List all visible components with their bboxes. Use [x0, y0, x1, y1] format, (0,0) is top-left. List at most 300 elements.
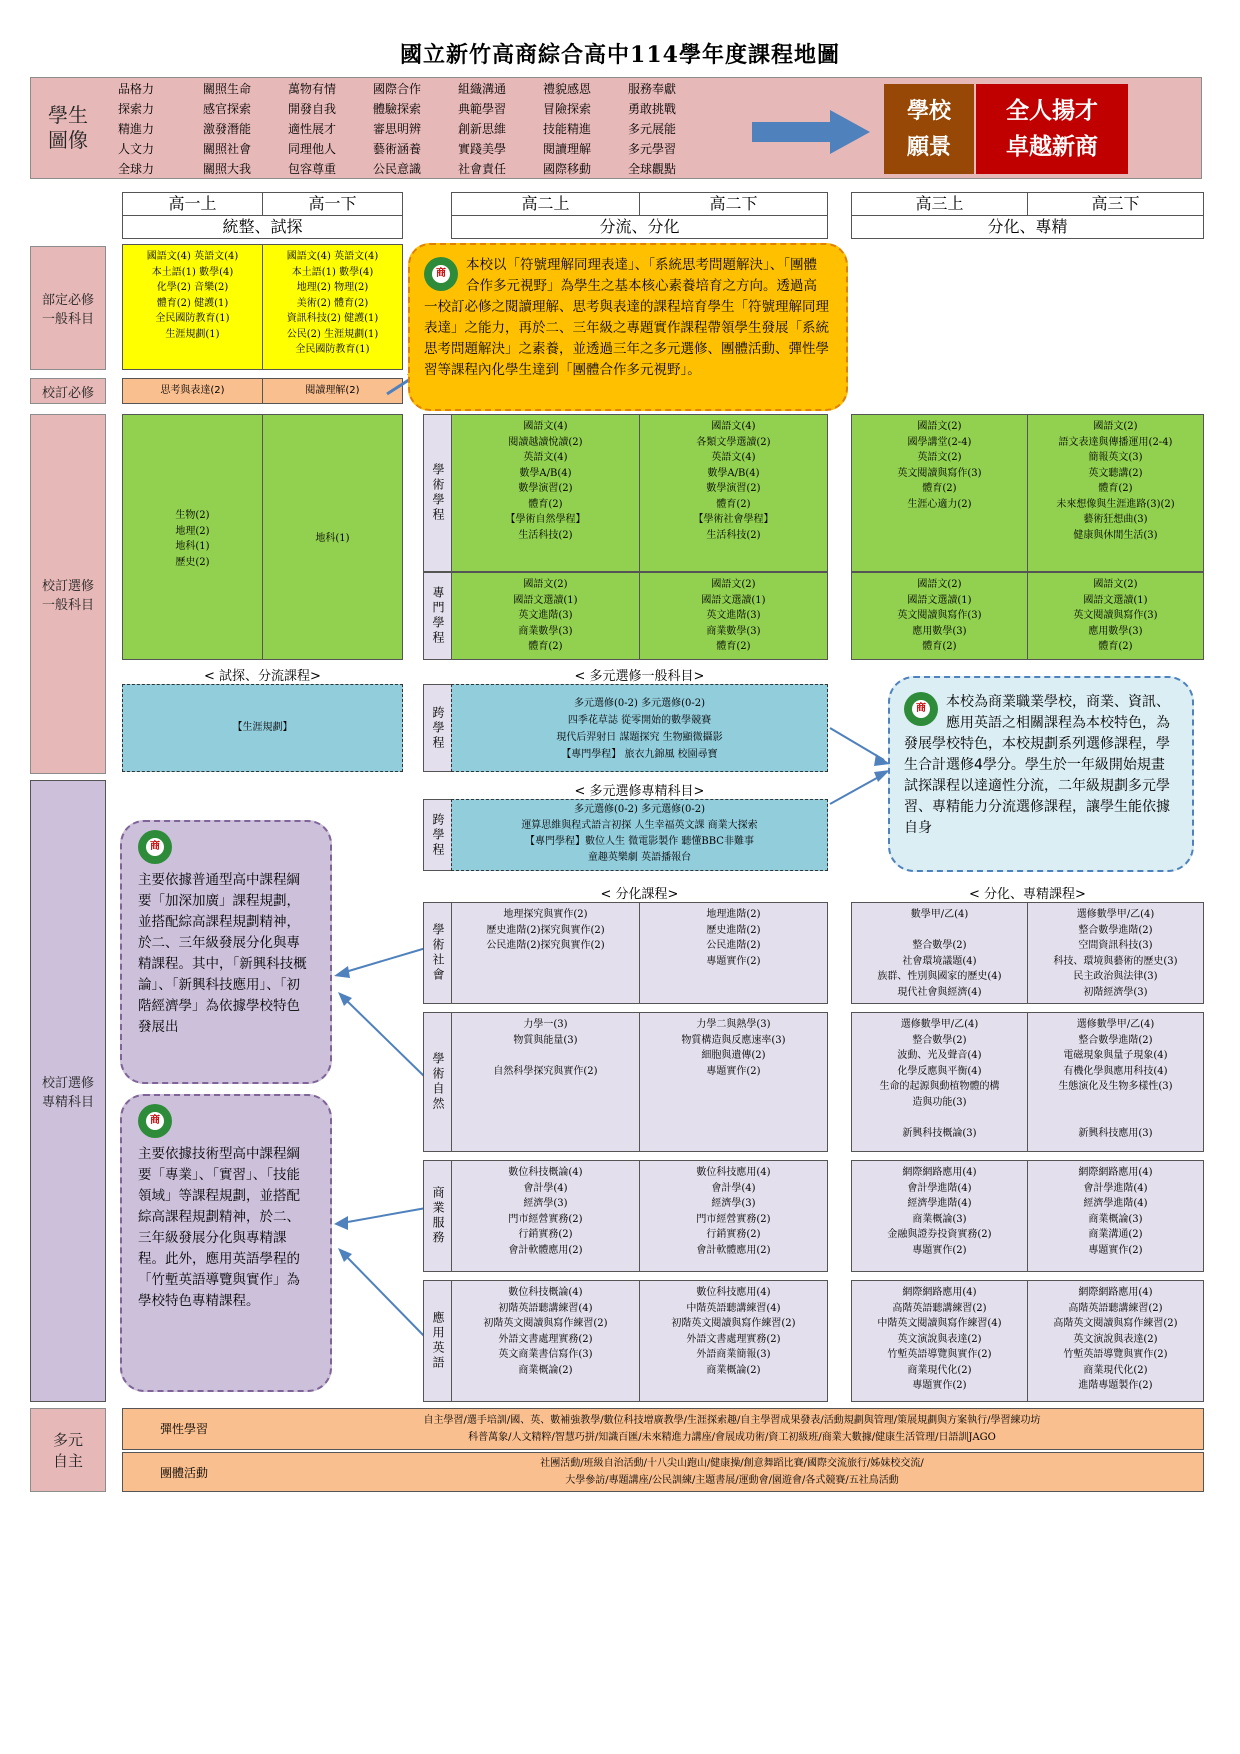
course-item: 數位科技概論(4) [508, 1167, 583, 1178]
course-item: 各類文學選讀(2) [696, 436, 771, 448]
course-item: 會計學(4) [711, 1182, 756, 1194]
course-item: 高階英語聽講練習(2) [892, 1302, 987, 1314]
course-item: 生態演化及生物多樣性(3) [1058, 1081, 1173, 1092]
course-item: 體育(2) [716, 641, 751, 652]
course-item: 空間資訊科技(3) [1078, 940, 1153, 951]
side-elective-text: 校訂選修一般科目 [41, 579, 94, 613]
course-item: 英文閱讀與寫作(3) [897, 467, 982, 479]
student-quality: 公民意識 [373, 162, 422, 176]
student-quality: 組織溝通 [458, 82, 507, 96]
course-item: 體育(2) [922, 641, 957, 652]
science-label-text: 學術自然 [431, 1052, 445, 1112]
cross-program-label-2-text: 跨學程 [431, 812, 445, 858]
course-item: 國語文(2) [1093, 579, 1138, 590]
course-item: 數學A/B(4) [519, 467, 572, 479]
callout-general-track-text: 主要依據普通型高中課程綱要「加深加廣」課程規劃，並搭配綜高課程規劃精神，於二、三年級發展分化與專精課程。其中，「新興科技概論」、「新興科技應用」、「初階經濟學」為依據學校特色發展出 [138, 872, 307, 1035]
student-quality: 審思明辨 [373, 122, 422, 136]
course-item: 體育(2) 健護(1) [156, 297, 229, 309]
course-item: 初階經濟學(3) [1083, 986, 1148, 998]
course-item: 地理(2) 物理(2) [296, 282, 369, 293]
social-g2b [639, 902, 828, 1004]
diverse-course-line: 【專門學程】數位人生 微電影製作 聽懂BBC非難事 [525, 836, 754, 847]
social-g2a [451, 902, 640, 1004]
course-item: 地科(1) [315, 533, 350, 545]
course-item: 英文演說與表達(2) [897, 1333, 982, 1345]
course-item: 國語文(2) [711, 579, 756, 590]
english-g3b [1027, 1280, 1204, 1402]
spec-caption-left: < 分化課程> [600, 887, 679, 902]
course-item: 地科(1) [175, 541, 210, 552]
course-item: 經濟學(3) [523, 1198, 568, 1209]
course-item: 本土語(1) 數學(4) [291, 266, 374, 278]
side-school-required-text: 校訂必修 [41, 385, 94, 401]
course-item: 行銷實務(2) [706, 1229, 761, 1240]
student-quality: 全球觀點 [628, 162, 677, 176]
course-item: 英文閱讀與寫作(3) [897, 610, 982, 621]
science-g2a [451, 1012, 640, 1152]
course-item: 選修數學甲/乙(4) [1076, 1019, 1155, 1030]
course-item [852, 1110, 1027, 1126]
flex-learning-label: 彈性學習 [160, 1422, 209, 1436]
student-quality: 閱讀理解 [543, 142, 592, 156]
student-quality: 勇敢挑戰 [628, 102, 677, 116]
social-label [423, 902, 452, 1004]
course-item: 整合數學進階(2) [1078, 924, 1153, 936]
course-item: 竹塹英語導覽與實作(2) [887, 1349, 992, 1360]
course-item: 進階專題製作(2) [1078, 1380, 1153, 1391]
course-item: 商業概論(3) [912, 1213, 967, 1225]
course-item: 網際網路應用(4) [902, 1167, 977, 1178]
school-required-g1a [122, 378, 263, 404]
student-quality: 多元學習 [628, 142, 677, 156]
student-quality: 包容尊重 [288, 162, 337, 176]
academic-program-label [423, 414, 452, 572]
course-item: 初階英語聽講練習(4) [498, 1302, 593, 1314]
student-quality: 體驗探索 [373, 102, 422, 116]
business-label-text: 商業服務 [431, 1186, 445, 1246]
group-activity-line: 社團活動/班級自治活動/十八尖山跑山/健康操/創意舞蹈比賽/國際交流旅行/姊妹校交流/ [540, 1458, 924, 1469]
course-item: 網際網路應用(4) [1078, 1167, 1153, 1178]
school-logo-icon: 商 [138, 1104, 172, 1138]
student-quality: 服務奉獻 [628, 82, 677, 96]
required-g1b [262, 244, 403, 370]
side-school-required [30, 378, 106, 404]
student-quality: 關照大我 [203, 162, 252, 176]
course-item: 外語商業簡報(3) [696, 1349, 771, 1360]
callout-technical-track-text: 主要依據技術型高中課程綱要「專業」、「實習」、「技能領域」等課程規劃，並搭配綜高課程規劃精神，於二、三年級發展分化與專精課程。此外，應用英語學程的「竹塹英語導覽與實作」為學校特色專精課程。 [138, 1146, 300, 1309]
course-item: 整合數學(2) [912, 940, 967, 951]
professional-g3a [851, 572, 1028, 660]
page-title: 國立新竹高商綜合高中114學年度課程地圖 [400, 42, 840, 68]
course-item: 地理進階(2) [706, 909, 761, 920]
student-quality: 社會責任 [458, 162, 507, 176]
student-quality: 創新思維 [458, 122, 507, 136]
course-item: 國語文(4) 英語文(4) [146, 251, 239, 262]
course-item: 語文表達與傳播運用(2-4) [1058, 436, 1173, 448]
course-item: 生命的起源與動植物體的構 [879, 1081, 1000, 1092]
course-item: 藝術狂想曲(3) [1083, 514, 1148, 525]
course-item: 力學一(3) [523, 1019, 568, 1030]
spec-caption-right: < 分化、專精課程> [969, 887, 1086, 902]
course-item: 商業數學(3) [706, 625, 761, 637]
student-quality: 多元展能 [628, 122, 677, 136]
vision-label [884, 84, 974, 174]
course-item [852, 923, 1027, 939]
student-quality: 人文力 [118, 142, 155, 156]
course-item: 數學演習(2) [706, 483, 761, 494]
course-item: 中階英文閱讀與寫作練習(4) [877, 1318, 1002, 1329]
course-item: 體育(2) [528, 641, 563, 652]
science-g3a [851, 1012, 1028, 1152]
course-item: 國學講堂(2-4) [907, 436, 972, 448]
student-quality: 全球力 [118, 162, 155, 176]
grade-g1a: 高一上 [122, 192, 263, 216]
course-item: 商業概論(2) [518, 1364, 573, 1376]
diverse-course-line: 現代后羿射日 謀題探究 生物顯微攝影 [556, 732, 723, 743]
course-item: 英語文(4) [523, 452, 568, 463]
course-item: 外語文書處理實務(2) [686, 1333, 781, 1345]
course-item: 生物(2) [175, 510, 210, 521]
diverse-pro-caption: < 多元選修專精科目> [574, 784, 705, 799]
arrow-right-icon [752, 110, 872, 154]
phase-3: 分化、專精 [851, 215, 1204, 239]
english-label-text: 應用英語 [431, 1311, 445, 1371]
course-item: 商業現代化(2) [907, 1364, 972, 1376]
callout-school-feature [888, 676, 1194, 872]
course-item: 現代社會與經濟(4) [897, 986, 982, 998]
side-specialized [30, 780, 106, 1402]
course-item: 英文閱讀與寫作(3) [1073, 610, 1158, 621]
course-item: 資訊科技(2) 健護(1) [286, 313, 379, 324]
course-item: 高階英文閱讀與寫作練習(2) [1053, 1318, 1178, 1329]
student-quality: 實踐美學 [458, 142, 507, 156]
flex-learning-line: 自主學習/選手培訓/國、英、數補強教學/數位科技增廣教學/生涯探索趣/自主學習成果發表/活動規劃與管理/策展規劃與方案執行/學習練功坊 [423, 1415, 1041, 1426]
course-item: 選修數學甲/乙(4) [1076, 909, 1155, 920]
course-item: 專題實作(2) [706, 955, 761, 967]
course-item: 國語文(2) [917, 579, 962, 590]
course-item: 生活科技(2) [518, 529, 573, 541]
course-item: 國語文(4) [711, 421, 756, 432]
course-item: 會計學進階(4) [1083, 1182, 1148, 1194]
course-item: 專題實作(2) [1088, 1244, 1143, 1256]
course-item: 整合數學進階(2) [1078, 1034, 1153, 1046]
business-g3b [1027, 1160, 1204, 1272]
course-item: 體育(2) [716, 498, 751, 510]
course-item: 國語文選讀(1) [701, 594, 766, 606]
phase-1: 統整、試探 [122, 215, 403, 239]
course-item: 波動、光及聲音(4) [897, 1050, 982, 1061]
student-quality: 冒險探索 [543, 102, 592, 116]
elective-g1a-list [175, 508, 209, 570]
course-item: 網際網路應用(4) [902, 1287, 977, 1298]
course-item: 民主政治與法律(3) [1073, 971, 1158, 982]
academic-program-label-text: 學術學程 [431, 463, 445, 523]
callout-general-track [120, 820, 332, 1084]
student-quality: 同理他人 [288, 142, 337, 156]
professional-program-label [423, 572, 452, 660]
business-g2a [451, 1160, 640, 1272]
diverse-general-box [451, 684, 828, 772]
course-item: 數學A/B(4) [707, 467, 760, 479]
student-qualities-grid [118, 80, 738, 177]
group-activity-label: 團體活動 [160, 1466, 209, 1480]
course-item: 社會環境議題(4) [902, 955, 977, 967]
course-item: 閱讀越讀悅讀(2) [508, 436, 583, 448]
diverse-course-line: 四季花草誌 從零開始的數學競賽 [567, 715, 712, 726]
student-quality: 適性展才 [288, 122, 337, 136]
course-item: 國語文(2) [523, 579, 568, 590]
student-quality: 萬物有情 [288, 82, 337, 96]
student-quality: 禮貌感恩 [543, 82, 592, 96]
course-item: 簡報英文(3) [1088, 452, 1143, 463]
elective-g1a [122, 414, 263, 660]
course-item: 生活科技(2) [706, 529, 761, 541]
explore-box-text: 【生涯規劃】 [232, 722, 293, 733]
side-diverse-text: 多元自主 [52, 1431, 83, 1470]
course-item: 英語文(4) [711, 452, 756, 463]
course-item: 英文商業書信寫作(3) [498, 1349, 593, 1360]
course-item: 國語文(4) [523, 421, 568, 432]
course-item: 新興科技應用(3) [1078, 1127, 1153, 1139]
diverse-course-line: 運算思維與程式語言初探 人生幸福英文課 商業大探索 [521, 820, 758, 831]
course-item: 數位科技應用(4) [696, 1287, 771, 1298]
course-item: 自然科學探究與實作(2) [493, 1065, 598, 1077]
course-item: 健康與休閒生活(3) [1073, 529, 1158, 541]
course-item: 金融與證券投資實務(2) [887, 1229, 992, 1240]
course-item: 國語文選讀(1) [1083, 594, 1148, 606]
phase-2: 分流、分化 [451, 215, 828, 239]
science-g3b [1027, 1012, 1204, 1152]
student-quality: 技能精進 [543, 122, 592, 136]
course-item: 物質構造與反應速率(3) [681, 1034, 786, 1046]
course-item: 體育(2) [1098, 641, 1133, 652]
course-item: 歷史(2) [175, 556, 210, 568]
student-quality: 開發自我 [288, 102, 337, 116]
vision-motto [976, 84, 1128, 174]
school-logo-icon: 商 [904, 692, 938, 726]
student-quality: 藝術涵養 [373, 142, 422, 156]
course-item: 物質與能量(3) [513, 1034, 578, 1046]
course-item: 電磁現象與量子現象(4) [1063, 1050, 1168, 1061]
student-quality: 感官探索 [203, 102, 252, 116]
grade-g3a: 高三上 [851, 192, 1028, 216]
course-item: 族群、性別與國家的歷史(4) [877, 971, 1002, 982]
course-item: 數位科技應用(4) [696, 1167, 771, 1178]
course-item: 歷史進階(2) [706, 924, 761, 936]
course-item: 經濟學(3) [711, 1198, 756, 1209]
course-item: 國語文選讀(1) [907, 594, 972, 606]
grade-g1b: 高一下 [262, 192, 403, 216]
course-item: 門市經營實務(2) [696, 1213, 771, 1225]
course-item: 專題實作(2) [706, 1065, 761, 1077]
explore-box [122, 684, 403, 772]
professional-program-label-text: 專門學程 [431, 586, 445, 646]
course-item: 會計軟體應用(2) [508, 1244, 583, 1256]
academic-g2b [639, 414, 828, 572]
school-required-g1b [262, 378, 403, 404]
school-required-g1b-text: 閱讀理解(2) [305, 385, 360, 396]
course-item: 國語文(2) [1093, 421, 1138, 432]
student-image-label: 學生圖像 [48, 103, 88, 152]
callout-core-literacy [408, 243, 848, 411]
course-item: 經濟學進階(4) [1083, 1198, 1148, 1209]
course-item: 英語文(2) [917, 452, 962, 463]
flex-learning-lines [260, 1408, 1204, 1450]
student-quality: 國際移動 [543, 162, 592, 176]
business-g2b [639, 1160, 828, 1272]
course-item: 外語文書處理實務(2) [498, 1333, 593, 1345]
course-item: 本土語(1) 數學(4) [151, 266, 234, 278]
side-required-text: 部定必修一般科目 [41, 293, 94, 327]
course-item: 英文演說與表達(2) [1073, 1333, 1158, 1345]
course-item: 應用數學(3) [1088, 625, 1143, 637]
course-item: 美術(2) 體育(2) [296, 297, 369, 309]
flex-learning-line: 科普萬象/人文精粹/智慧巧拼/知識百匯/未來精進力講座/會展成功術/資工初級班/商業大數據/健康生活管理/日語訓JAGO [468, 1432, 996, 1443]
course-item: 中階英語聽講練習(4) [686, 1302, 781, 1314]
course-item: 商業概論(3) [1088, 1213, 1143, 1225]
course-item: 造與功能(3) [912, 1096, 967, 1108]
vision-motto-text: 全人揚才 卓越新商 [1006, 97, 1098, 160]
course-item: 專題實作(2) [912, 1380, 967, 1391]
student-quality: 國際合作 [373, 82, 422, 96]
course-item: 經濟學進階(4) [907, 1198, 972, 1209]
course-item: 數學演習(2) [518, 483, 573, 494]
cross-program-label-2 [423, 799, 452, 871]
connector-arrows-icon [330, 928, 430, 1348]
student-quality: 關照社會 [203, 142, 252, 156]
academic-g2a [451, 414, 640, 572]
course-item: 公民進階(2) [706, 940, 761, 951]
course-item: 國語文(4) 英語文(4) [286, 251, 379, 262]
social-g3b [1027, 902, 1204, 1004]
callout-core-literacy-text: 本校以「符號理解同理表達」、「系統思考問題解決」、「團體合作多元視野」為學生之基本核心素養培育之方向。透過高一校訂必修之閱讀理解、思考與表達的課程培育學生「符號理解同理表達」之能力，再於二、三年級之專題實作課程帶領學生發展「系統思考問題解決」之素養，並透過三年之多元選修、團體活動、彈性學習等課程內化學生達到「團體合作多元視野」。 [424, 257, 829, 378]
vision-label-text: 學校願景 [906, 98, 951, 160]
cross-program-label-text: 跨學程 [431, 705, 445, 751]
student-quality: 激發潛能 [203, 122, 252, 136]
social-g3a [851, 902, 1028, 1004]
side-specialized-text: 校訂選修專精科目 [41, 1076, 94, 1110]
required-g1a [122, 244, 263, 370]
course-item: 體育(2) [528, 498, 563, 510]
course-item: 新興科技概論(3) [902, 1127, 977, 1139]
course-item: 竹塹英語導覽與實作(2) [1063, 1349, 1168, 1360]
course-item: 英文進階(3) [706, 610, 761, 621]
diverse-course-line: 多元選修(0-2) 多元選修(0-2) [574, 804, 705, 815]
explore-caption: < 試探、分流課程> [204, 669, 321, 684]
course-item: 地理探究與實作(2) [503, 909, 588, 920]
course-item: 會計軟體應用(2) [696, 1244, 771, 1256]
course-item: 【學術社會學程】 [693, 514, 774, 525]
callout-school-feature-text: 本校為商業職業學校，商業、資訊、應用英語之相關課程為本校特色，為發展學校特色，本校規劃系列選修課程，學生合計選修4學分。學生於一年級開始規畫試探課程以達適性分流，二年級規劃多元學習、專精能力分流選修課程，讓學生能依據自身 [904, 694, 1170, 836]
course-item: 數位科技概論(4) [508, 1287, 583, 1298]
grade-g2b: 高二下 [639, 192, 828, 216]
course-item: 公民進階(2)探究與實作(2) [486, 940, 605, 951]
academic-g3b [1027, 414, 1204, 572]
english-g2b [639, 1280, 828, 1402]
course-item: 應用數學(3) [912, 625, 967, 637]
course-item: 未來想像與生涯進路(3)(2) [1056, 498, 1175, 510]
course-item: 體育(2) [922, 483, 957, 494]
course-item: 數學甲/乙(4) [910, 909, 969, 920]
course-item: 力學二與熱學(3) [696, 1019, 771, 1030]
course-item: 國語文選讀(1) [513, 594, 578, 606]
science-g2b [639, 1012, 828, 1152]
professional-g2b [639, 572, 828, 660]
course-item: 有機化學與應用科技(4) [1063, 1065, 1168, 1077]
student-quality: 典範學習 [458, 102, 507, 116]
course-item: 地理(2) [175, 525, 210, 537]
course-item: 高階英語聽講練習(2) [1068, 1302, 1163, 1314]
course-item: 英文聽講(2) [1088, 467, 1143, 479]
cross-program-label [423, 684, 452, 772]
school-logo-icon: 商 [138, 830, 172, 864]
professional-g2a [451, 572, 640, 660]
callout-technical-track [120, 1094, 332, 1392]
course-item: 商業數學(3) [518, 625, 573, 637]
elective-g1b [262, 414, 403, 660]
course-item: 體育(2) [1098, 483, 1133, 494]
course-item: 商業概論(2) [706, 1364, 761, 1376]
english-g3a [851, 1280, 1028, 1402]
course-item: 生涯心適力(2) [907, 498, 972, 510]
course-item: 科技、環境與藝術的歷史(3) [1053, 955, 1178, 967]
course-item: 化學反應與平衡(4) [897, 1065, 982, 1077]
course-item: 商業溝通(2) [1088, 1229, 1143, 1240]
arrow-left-icon [828, 724, 892, 808]
diverse-general-caption: < 多元選修一般科目> [574, 669, 705, 684]
grade-g3b: 高三下 [1027, 192, 1204, 216]
academic-g3a [851, 414, 1028, 572]
science-label [423, 1012, 452, 1152]
course-item: 會計學(4) [523, 1182, 568, 1194]
diverse-course-line: 【專門學程】 旅衣九錦風 校園尋寶 [561, 749, 718, 760]
course-item: 門市經營實務(2) [508, 1213, 583, 1225]
course-item: 整合數學(2) [912, 1034, 967, 1046]
grade-g2a: 高二上 [451, 192, 640, 216]
course-item: 生涯規劃(1) [165, 328, 220, 340]
course-item: 公民(2) 生涯規劃(1) [286, 328, 379, 340]
course-item: 行銷實務(2) [518, 1229, 573, 1240]
student-quality: 探索力 [118, 102, 155, 116]
business-label [423, 1160, 452, 1272]
course-item [1028, 1110, 1203, 1126]
course-item [452, 1048, 639, 1064]
course-item: 初階英文閱讀與寫作練習(2) [671, 1318, 796, 1329]
course-item: 細胞與遺傳(2) [701, 1050, 766, 1061]
group-activity-lines [260, 1452, 1204, 1492]
group-activity-line: 大學參訪/專題講座/公民訓練/主題書展/運動會/園遊會/各式競賽/五社鳥活動 [565, 1475, 899, 1486]
professional-g3b [1027, 572, 1204, 660]
diverse-pro-box [451, 799, 828, 871]
student-quality: 品格力 [118, 82, 155, 96]
course-item: 化學(2) 音樂(2) [156, 282, 229, 293]
business-g3a [851, 1160, 1028, 1272]
course-item: 商業現代化(2) [1083, 1364, 1148, 1376]
student-quality: 精進力 [118, 122, 155, 136]
course-item: 英文進階(3) [518, 610, 573, 621]
course-item: 網際網路應用(4) [1078, 1287, 1153, 1298]
course-item [1028, 1095, 1203, 1111]
course-item: 國語文(2) [917, 421, 962, 432]
side-required [30, 246, 106, 370]
course-item: 全民國防教育(1) [295, 344, 370, 355]
course-item: 歷史進階(2)探究與實作(2) [486, 924, 605, 936]
social-label-text: 學術社會 [431, 923, 445, 983]
school-logo-icon: 商 [424, 257, 458, 291]
diverse-course-line: 多元選修(0-2) 多元選修(0-2) [574, 698, 705, 709]
student-quality: 關照生命 [203, 82, 252, 96]
course-item: 初階英文閱讀與寫作練習(2) [483, 1318, 608, 1329]
